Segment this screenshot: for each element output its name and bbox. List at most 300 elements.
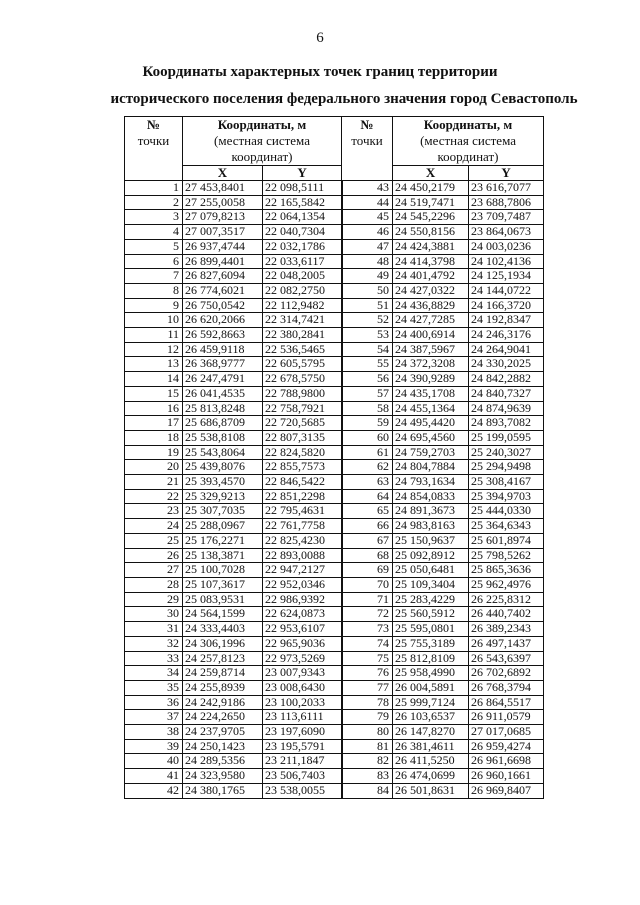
y-value: 22 033,6117	[263, 254, 342, 269]
table-row	[125, 269, 544, 284]
table-row	[125, 313, 544, 328]
x-header: X	[183, 166, 263, 181]
point-number: 70	[342, 577, 393, 592]
x-value: 24 400,6914	[393, 328, 469, 343]
point-number: 64	[342, 489, 393, 504]
x-value: 24 242,9186	[183, 695, 263, 710]
x-value: 24 545,2296	[393, 210, 469, 225]
table-row	[125, 622, 544, 637]
point-number: 72	[342, 607, 393, 622]
x-value: 25 176,2271	[183, 533, 263, 548]
y-value: 25 199,0595	[469, 430, 544, 445]
table-row	[125, 401, 544, 416]
page-number: 6	[316, 30, 324, 46]
table-row	[125, 239, 544, 254]
point-number: 27	[125, 563, 183, 578]
point-number: 17	[125, 416, 183, 431]
y-value: 24 874,9639	[469, 401, 544, 416]
point-number: 68	[342, 548, 393, 563]
x-value: 26 774,6021	[183, 283, 263, 298]
x-value: 24 450,2179	[393, 181, 469, 196]
x-value: 27 453,8401	[183, 181, 263, 196]
y-value: 22 986,9392	[263, 592, 342, 607]
y-value: 24 192,8347	[469, 313, 544, 328]
x-value: 24 436,8829	[393, 298, 469, 313]
x-value: 25 100,7028	[183, 563, 263, 578]
point-number: 59	[342, 416, 393, 431]
y-value: 25 294,9498	[469, 460, 544, 475]
point-number: 57	[342, 386, 393, 401]
point-number: 51	[342, 298, 393, 313]
y-value: 23 709,7487	[469, 210, 544, 225]
x-value: 25 288,0967	[183, 519, 263, 534]
y-value: 22 851,2298	[263, 489, 342, 504]
x-value: 26 592,8663	[183, 328, 263, 343]
point-number: 37	[125, 710, 183, 725]
point-number: 20	[125, 460, 183, 475]
point-number: 7	[125, 269, 183, 284]
table-row	[125, 210, 544, 225]
point-number: 33	[125, 651, 183, 666]
point-number: 76	[342, 666, 393, 681]
y-value: 26 864,5517	[469, 695, 544, 710]
point-number: 25	[125, 533, 183, 548]
x-value: 24 237,9705	[183, 725, 263, 740]
table-row	[125, 430, 544, 445]
x-value: 25 393,4570	[183, 475, 263, 490]
point-number: 13	[125, 357, 183, 372]
point-number: 67	[342, 533, 393, 548]
y-value: 24 003,0236	[469, 239, 544, 254]
point-number: 73	[342, 622, 393, 637]
y-value: 26 389,2343	[469, 622, 544, 637]
point-number: 83	[342, 769, 393, 784]
x-value: 26 827,6094	[183, 269, 263, 284]
y-value: 22 112,9482	[263, 298, 342, 313]
x-value: 24 550,8156	[393, 225, 469, 240]
point-number: 46	[342, 225, 393, 240]
y-value: 24 125,1934	[469, 269, 544, 284]
x-value: 25 109,3404	[393, 577, 469, 592]
table-row	[125, 342, 544, 357]
point-number: 18	[125, 430, 183, 445]
point-number: 36	[125, 695, 183, 710]
x-value: 24 289,5356	[183, 754, 263, 769]
x-value: 25 107,3617	[183, 577, 263, 592]
y-value: 26 225,8312	[469, 592, 544, 607]
point-number: 47	[342, 239, 393, 254]
x-value: 25 083,9531	[183, 592, 263, 607]
y-value: 24 102,4136	[469, 254, 544, 269]
y-value: 22 825,4230	[263, 533, 342, 548]
x-header-2: X	[393, 166, 469, 181]
y-value: 22 952,0346	[263, 577, 342, 592]
y-value: 23 506,7403	[263, 769, 342, 784]
table-row	[125, 225, 544, 240]
y-value: 22 536,5465	[263, 342, 342, 357]
y-value: 22 064,1354	[263, 210, 342, 225]
y-value: 22 624,0873	[263, 607, 342, 622]
x-value: 26 459,9118	[183, 342, 263, 357]
point-number: 80	[342, 725, 393, 740]
x-value: 25 092,8912	[393, 548, 469, 563]
y-value: 26 702,6892	[469, 666, 544, 681]
point-number: 62	[342, 460, 393, 475]
y-value: 23 197,6090	[263, 725, 342, 740]
table-row	[125, 489, 544, 504]
y-value: 22 380,2841	[263, 328, 342, 343]
y-value: 22 965,9036	[263, 636, 342, 651]
point-number: 34	[125, 666, 183, 681]
point-number: 4	[125, 225, 183, 240]
table-row	[125, 460, 544, 475]
x-value: 26 474,0699	[393, 769, 469, 784]
document-title-line-1: Координаты характерных точек границ территории	[142, 64, 498, 80]
x-value: 24 333,4403	[183, 622, 263, 637]
table-row	[125, 592, 544, 607]
x-value: 25 813,8248	[183, 401, 263, 416]
point-number: 32	[125, 636, 183, 651]
y-value: 22 314,7421	[263, 313, 342, 328]
y-value: 22 807,3135	[263, 430, 342, 445]
y-value: 25 444,0330	[469, 504, 544, 519]
table-row	[125, 563, 544, 578]
point-number: 3	[125, 210, 183, 225]
x-value: 25 812,8109	[393, 651, 469, 666]
point-number: 41	[125, 769, 183, 784]
y-value: 23 195,5791	[263, 739, 342, 754]
x-value: 26 501,8631	[393, 783, 469, 798]
y-value: 24 842,2882	[469, 372, 544, 387]
point-number: 69	[342, 563, 393, 578]
x-value: 27 007,3517	[183, 225, 263, 240]
point-number: 28	[125, 577, 183, 592]
document-title-line-2: исторического поселения федерального значения город Севастополь	[110, 91, 578, 107]
x-value: 24 380,1765	[183, 783, 263, 798]
y-value: 22 973,5269	[263, 651, 342, 666]
table-subheader-row	[125, 166, 544, 181]
point-number: 81	[342, 739, 393, 754]
point-number: 60	[342, 430, 393, 445]
y-value: 25 865,3636	[469, 563, 544, 578]
y-value: 25 394,9703	[469, 489, 544, 504]
point-number: 12	[125, 342, 183, 357]
y-value: 23 538,0055	[263, 783, 342, 798]
table-row	[125, 328, 544, 343]
x-value: 24 255,8939	[183, 680, 263, 695]
table-row	[125, 372, 544, 387]
point-number: 26	[125, 548, 183, 563]
x-value: 24 306,1996	[183, 636, 263, 651]
table-row	[125, 725, 544, 740]
y-value: 26 911,0579	[469, 710, 544, 725]
table-row	[125, 607, 544, 622]
table-row	[125, 783, 544, 798]
y-value: 24 166,3720	[469, 298, 544, 313]
x-value: 24 424,3881	[393, 239, 469, 254]
point-number: 65	[342, 504, 393, 519]
x-value: 26 750,0542	[183, 298, 263, 313]
y-value: 23 113,6111	[263, 710, 342, 725]
x-value: 27 079,8213	[183, 210, 263, 225]
x-value: 24 759,2703	[393, 445, 469, 460]
point-number: 55	[342, 357, 393, 372]
x-value: 24 804,7884	[393, 460, 469, 475]
point-number: 63	[342, 475, 393, 490]
x-value: 26 937,4744	[183, 239, 263, 254]
x-value: 25 755,3189	[393, 636, 469, 651]
point-number: 61	[342, 445, 393, 460]
x-value: 24 372,3208	[393, 357, 469, 372]
table-row	[125, 298, 544, 313]
table-row	[125, 386, 544, 401]
x-value: 26 368,9777	[183, 357, 263, 372]
x-value: 27 255,0058	[183, 195, 263, 210]
point-number: 53	[342, 328, 393, 343]
table-body	[125, 181, 544, 799]
point-number: 11	[125, 328, 183, 343]
point-number: 50	[342, 283, 393, 298]
point-number: 75	[342, 651, 393, 666]
y-header-2: Y	[469, 166, 544, 181]
y-value: 25 308,4167	[469, 475, 544, 490]
y-value: 22 761,7758	[263, 519, 342, 534]
x-value: 26 411,5250	[393, 754, 469, 769]
table-row	[125, 636, 544, 651]
point-number: 19	[125, 445, 183, 460]
table-row	[125, 357, 544, 372]
y-value: 22 795,4631	[263, 504, 342, 519]
point-number: 6	[125, 254, 183, 269]
point-number: 48	[342, 254, 393, 269]
point-number: 84	[342, 783, 393, 798]
x-value: 26 381,4611	[393, 739, 469, 754]
table-row	[125, 445, 544, 460]
table-row	[125, 283, 544, 298]
point-number-header-2: № точки	[342, 117, 393, 181]
point-number: 43	[342, 181, 393, 196]
y-value: 25 240,3027	[469, 445, 544, 460]
x-value: 26 899,4401	[183, 254, 263, 269]
point-number: 42	[125, 783, 183, 798]
x-value: 24 401,4792	[393, 269, 469, 284]
y-value: 22 953,6107	[263, 622, 342, 637]
point-number-header: № точки	[125, 117, 183, 181]
point-number: 21	[125, 475, 183, 490]
point-number: 45	[342, 210, 393, 225]
x-value: 26 620,2066	[183, 313, 263, 328]
x-value: 25 329,9213	[183, 489, 263, 504]
x-value: 24 495,4420	[393, 416, 469, 431]
y-value: 24 264,9041	[469, 342, 544, 357]
x-value: 24 891,3673	[393, 504, 469, 519]
y-value: 22 165,5842	[263, 195, 342, 210]
y-value: 26 959,4274	[469, 739, 544, 754]
point-number: 40	[125, 754, 183, 769]
point-number: 71	[342, 592, 393, 607]
point-number: 29	[125, 592, 183, 607]
x-value: 24 455,1364	[393, 401, 469, 416]
point-number: 52	[342, 313, 393, 328]
point-number: 74	[342, 636, 393, 651]
y-value: 25 962,4976	[469, 577, 544, 592]
y-value: 22 758,7921	[263, 401, 342, 416]
point-number: 30	[125, 607, 183, 622]
y-value: 26 961,6698	[469, 754, 544, 769]
table-row	[125, 504, 544, 519]
x-value: 25 543,8064	[183, 445, 263, 460]
y-value: 23 864,0673	[469, 225, 544, 240]
x-value: 25 138,3871	[183, 548, 263, 563]
y-value: 24 330,2025	[469, 357, 544, 372]
y-value: 22 846,5422	[263, 475, 342, 490]
point-number: 49	[342, 269, 393, 284]
point-number: 14	[125, 372, 183, 387]
point-number: 44	[342, 195, 393, 210]
point-number: 15	[125, 386, 183, 401]
y-value: 26 969,8407	[469, 783, 544, 798]
x-value: 24 259,8714	[183, 666, 263, 681]
x-value: 24 224,2650	[183, 710, 263, 725]
x-value: 25 307,7035	[183, 504, 263, 519]
y-value: 23 211,1847	[263, 754, 342, 769]
table-row	[125, 254, 544, 269]
coordinates-table	[124, 116, 544, 799]
x-value: 24 250,1423	[183, 739, 263, 754]
point-number: 5	[125, 239, 183, 254]
x-value: 24 257,8123	[183, 651, 263, 666]
point-number: 39	[125, 739, 183, 754]
table-row	[125, 666, 544, 681]
table-row	[125, 651, 544, 666]
x-value: 25 050,6481	[393, 563, 469, 578]
y-value: 22 947,2127	[263, 563, 342, 578]
x-value: 24 695,4560	[393, 430, 469, 445]
y-value: 24 893,7082	[469, 416, 544, 431]
y-value: 22 855,7573	[263, 460, 342, 475]
x-value: 24 323,9580	[183, 769, 263, 784]
x-value: 25 560,5912	[393, 607, 469, 622]
x-value: 26 247,4791	[183, 372, 263, 387]
y-value: 25 601,8974	[469, 533, 544, 548]
point-number: 23	[125, 504, 183, 519]
y-value: 26 440,7402	[469, 607, 544, 622]
y-value: 22 720,5685	[263, 416, 342, 431]
x-value: 24 564,1599	[183, 607, 263, 622]
x-value: 25 999,7124	[393, 695, 469, 710]
y-value: 22 040,7304	[263, 225, 342, 240]
y-value: 24 144,0722	[469, 283, 544, 298]
table-row	[125, 195, 544, 210]
x-value: 26 103,6537	[393, 710, 469, 725]
y-value: 22 032,1786	[263, 239, 342, 254]
point-number: 1	[125, 181, 183, 196]
y-value: 23 688,7806	[469, 195, 544, 210]
x-value: 24 519,7471	[393, 195, 469, 210]
point-number: 24	[125, 519, 183, 534]
table-row	[125, 769, 544, 784]
point-number: 2	[125, 195, 183, 210]
x-value: 26 147,8270	[393, 725, 469, 740]
table-row	[125, 475, 544, 490]
x-value: 25 538,8108	[183, 430, 263, 445]
point-number: 10	[125, 313, 183, 328]
y-value: 26 497,1437	[469, 636, 544, 651]
y-value: 24 246,3176	[469, 328, 544, 343]
point-number: 78	[342, 695, 393, 710]
point-number: 31	[125, 622, 183, 637]
table-row	[125, 739, 544, 754]
x-value: 24 414,3798	[393, 254, 469, 269]
point-number: 16	[125, 401, 183, 416]
y-value: 22 082,2750	[263, 283, 342, 298]
table-row	[125, 533, 544, 548]
table-row	[125, 181, 544, 196]
y-value: 26 960,1661	[469, 769, 544, 784]
y-value: 26 768,3794	[469, 680, 544, 695]
y-header: Y	[263, 166, 342, 181]
x-value: 24 427,0322	[393, 283, 469, 298]
y-value: 22 605,5795	[263, 357, 342, 372]
x-value: 24 793,1634	[393, 475, 469, 490]
y-value: 25 364,6343	[469, 519, 544, 534]
x-value: 24 854,0833	[393, 489, 469, 504]
table-row	[125, 416, 544, 431]
point-number: 8	[125, 283, 183, 298]
x-value: 25 150,9637	[393, 533, 469, 548]
y-value: 27 017,0685	[469, 725, 544, 740]
point-number: 22	[125, 489, 183, 504]
x-value: 25 283,4229	[393, 592, 469, 607]
x-value: 24 983,8163	[393, 519, 469, 534]
coordinates-header: Координаты, м (местная система координат)	[183, 117, 342, 166]
point-number: 38	[125, 725, 183, 740]
x-value: 26 041,4535	[183, 386, 263, 401]
y-value: 22 678,5750	[263, 372, 342, 387]
x-value: 26 004,5891	[393, 680, 469, 695]
point-number: 56	[342, 372, 393, 387]
point-number: 9	[125, 298, 183, 313]
y-value: 25 798,5262	[469, 548, 544, 563]
y-value: 22 048,2005	[263, 269, 342, 284]
x-value: 25 958,4990	[393, 666, 469, 681]
point-number: 66	[342, 519, 393, 534]
table-row	[125, 577, 544, 592]
x-value: 25 595,0801	[393, 622, 469, 637]
y-value: 23 007,9343	[263, 666, 342, 681]
table-row	[125, 519, 544, 534]
x-value: 24 435,1708	[393, 386, 469, 401]
y-value: 26 543,6397	[469, 651, 544, 666]
coordinates-header-2: Координаты, м (местная система координат)	[393, 117, 544, 166]
y-value: 23 008,6430	[263, 680, 342, 695]
y-value: 23 100,2033	[263, 695, 342, 710]
x-value: 25 439,8076	[183, 460, 263, 475]
y-value: 22 893,0088	[263, 548, 342, 563]
point-number: 35	[125, 680, 183, 695]
x-value: 24 390,9289	[393, 372, 469, 387]
point-number: 77	[342, 680, 393, 695]
y-value: 23 616,7077	[469, 181, 544, 196]
point-number: 54	[342, 342, 393, 357]
x-value: 25 686,8709	[183, 416, 263, 431]
x-value: 24 427,7285	[393, 313, 469, 328]
y-value: 22 824,5820	[263, 445, 342, 460]
table-header-row	[125, 117, 544, 166]
y-value: 22 098,5111	[263, 181, 342, 196]
table-row	[125, 680, 544, 695]
y-value: 24 840,7327	[469, 386, 544, 401]
